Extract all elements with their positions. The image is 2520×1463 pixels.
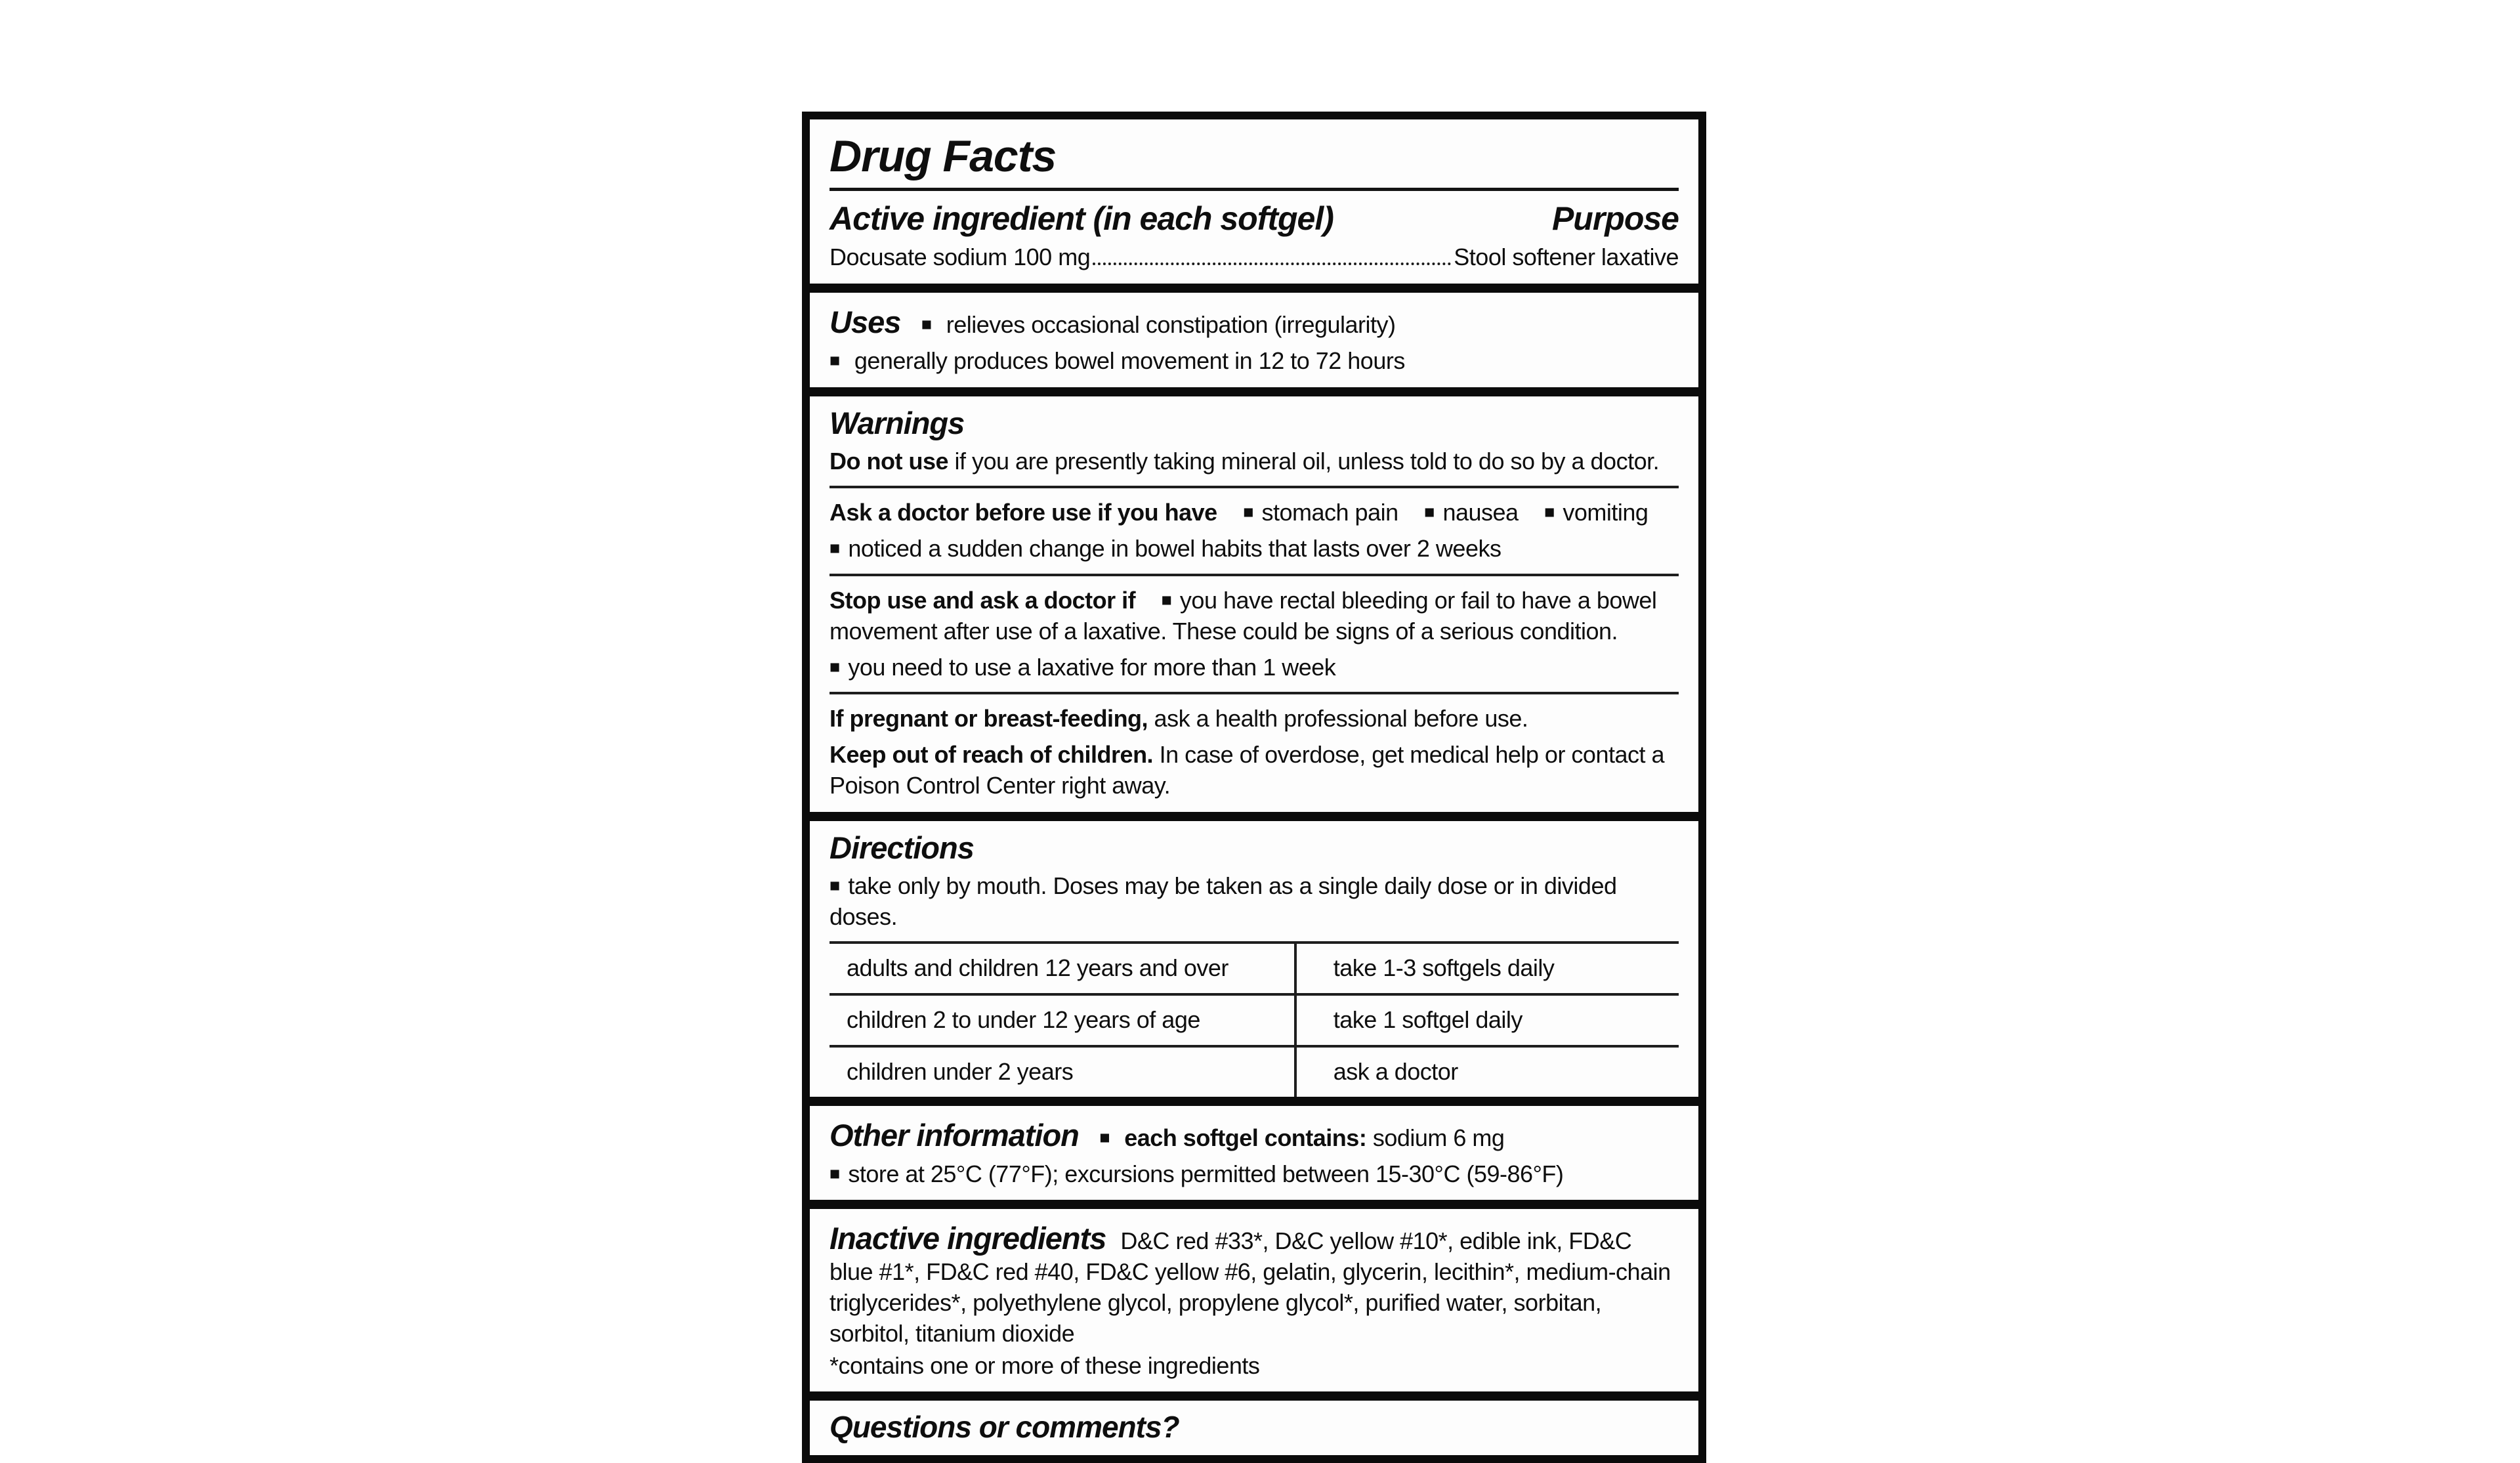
bullet-icon: ■ [1243, 502, 1254, 522]
active-ingredient-row [830, 199, 1679, 238]
keep-out-text: In case of overdose, get medical help or contact a Poison Control Center right away. [830, 741, 1665, 799]
bullet-icon: ■ [830, 656, 841, 677]
bullet-icon: ■ [830, 875, 841, 895]
warning-stop-use [830, 585, 1679, 647]
uses-item-2: generally produces bowel movement in 12 to 72 hours [854, 347, 1405, 374]
keep-out-label: Keep out of reach of children. [830, 741, 1154, 769]
pregnant-label: If pregnant or breast-feeding, [830, 705, 1148, 732]
inactive-ingredients-paragraph [830, 1221, 1679, 1349]
ingredient-purpose-line [830, 242, 1679, 273]
other-info-line-1 [830, 1118, 1679, 1154]
section-warnings [810, 396, 1698, 812]
section-directions [810, 821, 1698, 1097]
section-questions [810, 1401, 1698, 1455]
warnings-divider [830, 574, 1679, 576]
ingredient-name: Docusate sodium 100 mg [830, 244, 1091, 271]
ask-doctor-item-4: noticed a sudden change in bowel habits that lasts over 2 weeks [848, 535, 1502, 562]
dotted-leader [1093, 263, 1451, 265]
bullet-icon: ■ [1099, 1127, 1110, 1147]
warnings-divider [830, 692, 1679, 694]
ask-doctor-item-2: nausea [1442, 499, 1519, 526]
warning-do-not-use [830, 446, 1679, 477]
bullet-icon: ■ [1544, 502, 1555, 522]
uses-line-2 [830, 346, 1679, 377]
storage-text: store at 25°C (77°F); excursions permitted between 15-30°C (59-86°F) [848, 1160, 1564, 1187]
dosage-table [830, 941, 1679, 1096]
bullet-icon: ■ [830, 350, 841, 370]
uses-item-1: relieves occasional constipation (irregularity) [946, 310, 1396, 338]
section-other-information [810, 1106, 1698, 1200]
bullet-icon: ■ [830, 1163, 841, 1183]
warning-ask-doctor [830, 498, 1679, 528]
table-row [830, 996, 1679, 1048]
stop-use-item-2: you need to use a laxative for more than 1 week [848, 653, 1336, 681]
dose-age-cell: adults and children 12 years and over [830, 944, 1297, 993]
warning-keep-out [830, 740, 1679, 801]
table-row [830, 944, 1679, 996]
section-separator [810, 1391, 1698, 1401]
directions-intro-text: take only by mouth. Doses may be taken as a single daily dose or in divided doses. [830, 872, 1617, 930]
directions-heading: Directions [830, 830, 974, 865]
section-separator [810, 1200, 1698, 1209]
active-ingredient-heading: Active ingredient (in each softgel) [830, 200, 1334, 238]
section-separator [810, 284, 1698, 293]
directions-intro [830, 871, 1679, 933]
ask-doctor-item-3: vomiting [1563, 499, 1648, 526]
dose-amount-cell: take 1 softgel daily [1333, 1006, 1522, 1034]
inactive-ingredients-list: D&C red #33*, D&C yellow #10*, edible ink, FD&C blue #1*, FD&C red #40, FD&C yellow #6, gelatin, glycerin, lecithin*, medium-chain triglycerides*, polyethylene glycol, propylene glycol*, purified water, sorbitan, sorbitol, titanium dioxide [830, 1227, 1671, 1347]
bullet-icon: ■ [830, 538, 841, 559]
do-not-use-text: if you are presently taking mineral oil, unless told to do so by a doctor. [948, 447, 1660, 475]
stop-use-item-1: you have rectal bleeding or fail to have a bowel movement after use of a laxative. These could be signs of a serious condition. [830, 586, 1657, 645]
other-info-line-2 [830, 1159, 1679, 1190]
other-information-heading: Other information [830, 1117, 1079, 1153]
warning-stop-use-line-2 [830, 652, 1679, 683]
bullet-icon: ■ [1161, 589, 1172, 610]
dose-amount-cell: ask a doctor [1333, 1058, 1458, 1085]
dose-age-cell: children 2 to under 12 years of age [830, 996, 1297, 1045]
table-row [830, 1048, 1679, 1097]
drug-facts-label [802, 112, 1706, 1463]
questions-heading: Questions or comments? [830, 1410, 1179, 1445]
section-separator [810, 387, 1698, 396]
drug-facts-title: Drug Facts [830, 131, 1057, 181]
dose-amount-cell: take 1-3 softgels daily [1333, 954, 1555, 982]
stop-use-label: Stop use and ask a doctor if [830, 586, 1136, 614]
warnings-divider [830, 486, 1679, 488]
do-not-use-label: Do not use [830, 447, 948, 475]
dose-age-cell: children under 2 years [830, 1048, 1297, 1097]
warnings-heading: Warnings [830, 405, 965, 440]
section-drug-facts [810, 119, 1698, 284]
section-separator [810, 1097, 1698, 1106]
inactive-ingredients-heading: Inactive ingredients [830, 1221, 1106, 1256]
softgel-contains-label: each softgel contains: [1124, 1124, 1367, 1151]
purpose-heading: Purpose [1551, 200, 1679, 238]
warning-pregnant [830, 704, 1679, 734]
warning-ask-doctor-line-2 [830, 534, 1679, 564]
inactive-ingredients-footnote: *contains one or more of these ingredients [830, 1351, 1260, 1379]
ask-doctor-label: Ask a doctor before use if you have [830, 499, 1217, 526]
ask-doctor-item-1: stomach pain [1261, 499, 1398, 526]
purpose-value: Stool softener laxative [1454, 244, 1679, 271]
bullet-icon: ■ [921, 314, 933, 334]
softgel-contains-value: sodium 6 mg [1366, 1124, 1505, 1151]
uses-heading: Uses [830, 304, 901, 339]
section-inactive-ingredients [810, 1209, 1698, 1391]
uses-line-1 [830, 305, 1679, 341]
section-separator [810, 812, 1698, 821]
section-uses [810, 293, 1698, 387]
title-rule [830, 188, 1679, 191]
bullet-icon: ■ [1424, 502, 1435, 522]
pregnant-text: ask a health professional before use. [1148, 705, 1528, 732]
